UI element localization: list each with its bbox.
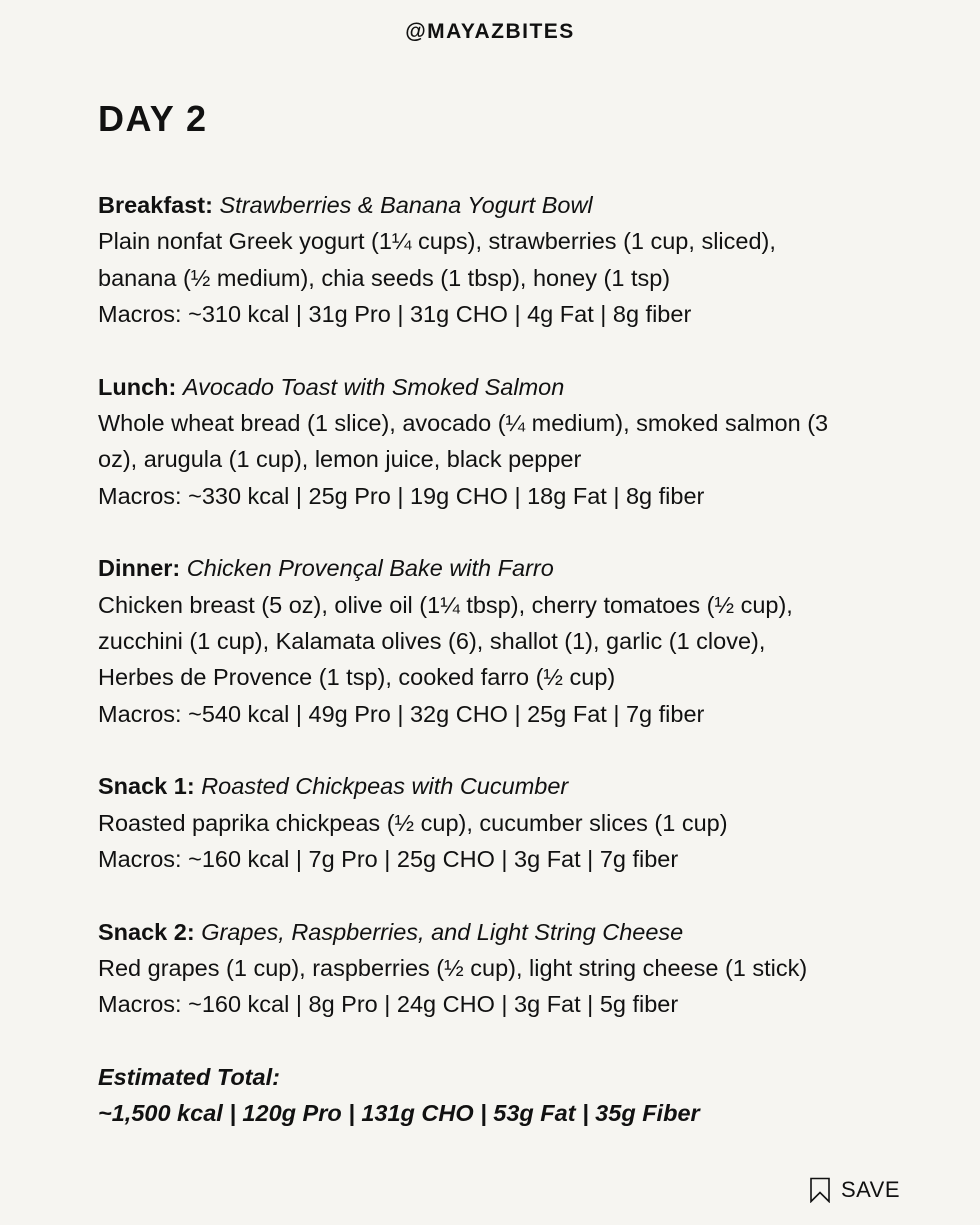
- meal-label: Snack 1:: [98, 773, 195, 800]
- ingredients-line: Roasted paprika chickpeas (½ cup), cucumber slices (1 cup): [98, 809, 728, 836]
- meal-snack-1: [98, 768, 918, 877]
- total-value: ~1,500 kcal | 120g Pro | 131g CHO | 53g Fat | 35g Fiber: [98, 1100, 700, 1127]
- meal-label: Dinner:: [98, 555, 181, 582]
- ingredients-line: Red grapes (1 cup), raspberries (½ cup), light string cheese (1 stick): [98, 955, 808, 982]
- meal-label: Snack 2:: [98, 918, 195, 945]
- page-title: DAY 2: [98, 98, 208, 139]
- meal-snack-2: [98, 914, 918, 1023]
- meal-label: Lunch:: [98, 373, 177, 400]
- recipe-name: Chicken Provençal Bake with Farro: [186, 555, 554, 582]
- meal-heading: [98, 369, 918, 405]
- ingredients-line: Whole wheat bread (1 slice), avocado (¼ medium), smoked salmon (3: [98, 409, 829, 436]
- meal-lunch: [98, 369, 918, 514]
- macros-line: Macros: ~160 kcal | 8g Pro | 24g CHO | 3g Fat | 5g fiber: [98, 991, 679, 1018]
- meal-heading: [98, 550, 918, 586]
- ingredients-line: banana (½ medium), chia seeds (1 tbsp), honey (1 tsp): [98, 264, 671, 291]
- ingredients-line: Plain nonfat Greek yogurt (1¼ cups), strawberries (1 cup, sliced),: [98, 228, 776, 255]
- recipe-name: Grapes, Raspberries, and Light String Cheese: [201, 918, 684, 945]
- meal-heading: [98, 914, 918, 950]
- account-handle: @MAYAZBITES: [405, 20, 575, 43]
- ingredients-line: Herbes de Provence (1 tsp), cooked farro (½ cup): [98, 664, 616, 691]
- bookmark-icon: [809, 1177, 831, 1203]
- meal-heading: [98, 768, 918, 804]
- macros-line: Macros: ~540 kcal | 49g Pro | 32g CHO | 25g Fat | 7g fiber: [98, 700, 705, 727]
- meal-heading: [98, 187, 918, 223]
- save-label: SAVE: [840, 1177, 900, 1202]
- recipe-name: Strawberries & Banana Yogurt Bowl: [219, 192, 593, 218]
- ingredients-line: oz), arugula (1 cup), lemon juice, black pepper: [98, 446, 582, 473]
- meal-breakfast: [98, 187, 918, 332]
- recipe-name: Avocado Toast with Smoked Salmon: [182, 373, 565, 400]
- macros-line: Macros: ~160 kcal | 7g Pro | 25g CHO | 3g Fat | 7g fiber: [98, 845, 679, 872]
- total-label: Estimated Total:: [98, 1064, 280, 1091]
- ingredients-line: Chicken breast (5 oz), olive oil (1¼ tbsp), cherry tomatoes (½ cup),: [98, 591, 793, 618]
- macros-line: Macros: ~330 kcal | 25g Pro | 19g CHO | 18g Fat | 8g fiber: [98, 482, 705, 509]
- save-button[interactable]: [809, 1177, 900, 1203]
- ingredients-line: zucchini (1 cup), Kalamata olives (6), shallot (1), garlic (1 clove),: [98, 627, 766, 654]
- meal-plan: [98, 96, 918, 1132]
- meal-label: Breakfast:: [98, 192, 213, 218]
- macros-line: Macros: ~310 kcal | 31g Pro | 31g CHO | 4g Fat | 8g fiber: [98, 300, 692, 327]
- meal-dinner: [98, 550, 918, 731]
- recipe-name: Roasted Chickpeas with Cucumber: [201, 773, 569, 800]
- estimated-total: [98, 1059, 918, 1132]
